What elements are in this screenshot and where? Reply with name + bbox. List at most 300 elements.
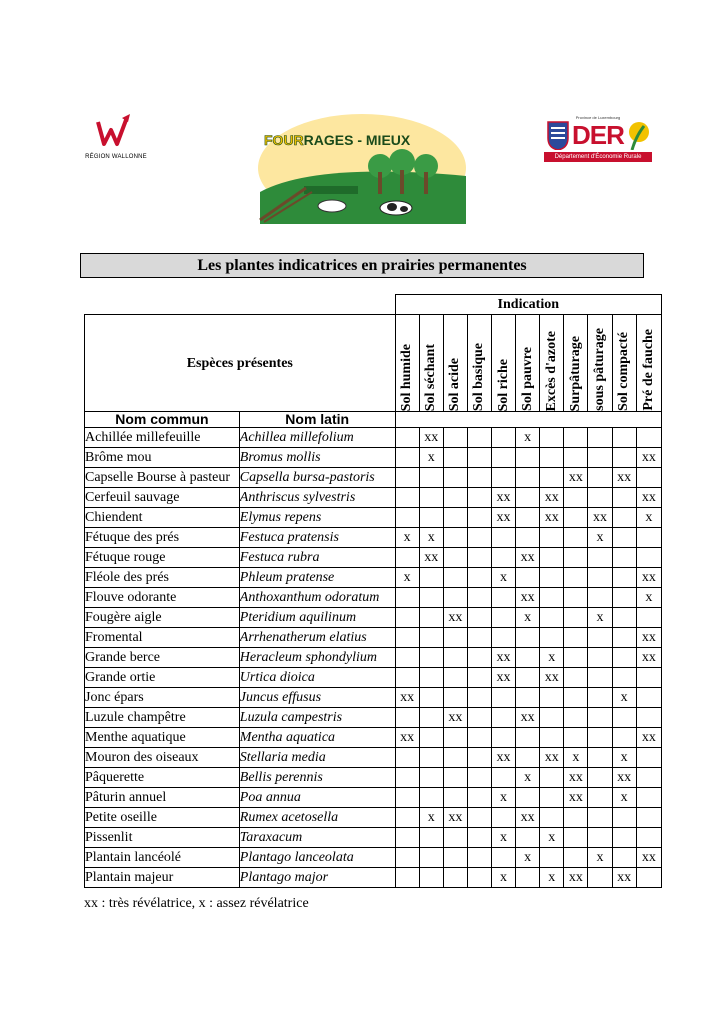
table-row xyxy=(85,688,662,708)
indication-value-cell xyxy=(516,468,540,488)
indication-value-cell xyxy=(588,588,612,608)
indication-value-cell xyxy=(395,708,419,728)
indication-value-cell: xx xyxy=(395,688,419,708)
der-subtitle: Département d'Économie Rurale xyxy=(544,152,652,162)
indication-value-cell: x xyxy=(636,588,661,608)
indication-value-cell xyxy=(588,468,612,488)
indication-value-cell: x xyxy=(395,568,419,588)
table-row xyxy=(85,508,662,528)
indication-value-cell xyxy=(395,788,419,808)
latin-name-cell: Plantago lanceolata xyxy=(239,848,395,868)
indication-value-cell: xx xyxy=(443,808,467,828)
indication-value-cell xyxy=(467,768,491,788)
indication-value-cell xyxy=(467,568,491,588)
indication-value-cell xyxy=(564,628,588,648)
common-name-cell: Pissenlit xyxy=(85,828,240,848)
indication-value-cell xyxy=(540,728,564,748)
indication-value-cell xyxy=(636,868,661,888)
indication-value-cell xyxy=(395,488,419,508)
table-row xyxy=(85,708,662,728)
indication-value-cell xyxy=(443,448,467,468)
indication-value-cell xyxy=(395,868,419,888)
indication-value-cell xyxy=(467,848,491,868)
indication-value-cell xyxy=(564,688,588,708)
indication-value-cell xyxy=(467,608,491,628)
indication-value-cell xyxy=(443,668,467,688)
indication-value-cell xyxy=(564,608,588,628)
indication-value-cell xyxy=(419,708,443,728)
indication-column-header xyxy=(419,315,443,412)
indication-value-cell: xx xyxy=(492,648,516,668)
indication-value-cell xyxy=(443,548,467,568)
common-name-cell: Plantain lancéolé xyxy=(85,848,240,868)
latin-name-cell: Pteridium aquilinum xyxy=(239,608,395,628)
indication-value-cell: x xyxy=(540,828,564,848)
indication-value-cell xyxy=(492,448,516,468)
indication-value-cell: xx xyxy=(612,768,636,788)
indication-value-cell xyxy=(467,728,491,748)
indication-value-cell xyxy=(467,468,491,488)
indication-value-cell xyxy=(467,868,491,888)
indication-value-cell: xx xyxy=(636,488,661,508)
indication-value-cell: xx xyxy=(540,668,564,688)
indication-value-cell xyxy=(467,508,491,528)
indication-value-cell xyxy=(564,528,588,548)
indication-value-cell xyxy=(636,748,661,768)
indication-value-cell xyxy=(492,468,516,488)
indication-value-cell xyxy=(636,828,661,848)
table-row xyxy=(85,728,662,748)
indication-label: Sol séchant xyxy=(423,343,439,411)
indication-value-cell xyxy=(612,668,636,688)
common-name-cell: Menthe aquatique xyxy=(85,728,240,748)
latin-name-cell: Phleum pratense xyxy=(239,568,395,588)
latin-name-cell: Juncus effusus xyxy=(239,688,395,708)
der-tagline: Province de Luxembourg xyxy=(575,115,621,120)
common-name-cell: Luzule champêtre xyxy=(85,708,240,728)
indication-value-cell xyxy=(443,768,467,788)
indication-value-cell xyxy=(612,808,636,828)
latin-name-cell: Stellaria media xyxy=(239,748,395,768)
indication-value-cell xyxy=(588,728,612,748)
indication-value-cell xyxy=(467,688,491,708)
indication-value-cell xyxy=(612,508,636,528)
indication-value-cell xyxy=(540,788,564,808)
legend-footnote: xx : très révélatrice, x : assez révélatrice xyxy=(84,896,309,911)
indication-value-cell xyxy=(540,568,564,588)
indication-value-cell xyxy=(564,708,588,728)
indication-value-cell xyxy=(492,808,516,828)
common-name-cell: Fétuque des prés xyxy=(85,528,240,548)
table-row xyxy=(85,608,662,628)
indication-value-cell xyxy=(588,488,612,508)
indication-value-cell xyxy=(395,628,419,648)
indication-value-cell xyxy=(564,488,588,508)
indication-value-cell xyxy=(564,648,588,668)
latin-name-cell: Taraxacum xyxy=(239,828,395,848)
indication-value-cell: xx xyxy=(636,728,661,748)
table-row xyxy=(85,848,662,868)
indication-value-cell xyxy=(395,768,419,788)
indication-value-cell xyxy=(419,588,443,608)
indication-value-cell xyxy=(516,728,540,748)
latin-name-cell: Mentha aquatica xyxy=(239,728,395,748)
indication-value-cell: xx xyxy=(636,648,661,668)
indication-value-cell xyxy=(492,628,516,648)
indication-column-header xyxy=(540,315,564,412)
der-name: DER xyxy=(572,120,624,150)
indication-value-cell xyxy=(540,528,564,548)
indicator-table xyxy=(84,294,662,888)
indication-value-cell xyxy=(467,808,491,828)
table-row xyxy=(85,528,662,548)
farm-scene-icon xyxy=(256,112,468,224)
indication-value-cell xyxy=(588,668,612,688)
indication-value-cell xyxy=(612,848,636,868)
indication-value-cell xyxy=(588,688,612,708)
indication-value-cell xyxy=(395,468,419,488)
indication-value-cell xyxy=(540,448,564,468)
indication-value-cell: x xyxy=(492,828,516,848)
indication-value-cell xyxy=(612,488,636,508)
indication-value-cell xyxy=(395,588,419,608)
indication-value-cell: xx xyxy=(564,468,588,488)
indication-value-cell: xx xyxy=(588,508,612,528)
indication-value-cell xyxy=(540,548,564,568)
indication-value-cell xyxy=(419,668,443,688)
latin-name-cell: Poa annua xyxy=(239,788,395,808)
indication-value-cell xyxy=(588,828,612,848)
indication-value-cell: xx xyxy=(492,488,516,508)
indication-value-cell: x xyxy=(564,748,588,768)
indication-value-cell xyxy=(443,848,467,868)
common-name-cell: Jonc épars xyxy=(85,688,240,708)
indication-value-cell xyxy=(467,588,491,608)
indication-value-cell xyxy=(492,548,516,568)
indication-value-cell xyxy=(516,508,540,528)
common-name-cell: Petite oseille xyxy=(85,808,240,828)
indication-value-cell: xx xyxy=(636,628,661,648)
indication-label: Sol basique xyxy=(471,342,487,411)
indication-column-header xyxy=(564,315,588,412)
indication-value-cell: x xyxy=(492,788,516,808)
indication-value-cell xyxy=(636,788,661,808)
indication-value-cell xyxy=(467,428,491,448)
indication-label: Excès d'azote xyxy=(543,330,559,411)
common-name-cell: Fléole des prés xyxy=(85,568,240,588)
indication-value-cell xyxy=(516,648,540,668)
indication-value-cell: xx xyxy=(540,508,564,528)
indication-value-cell xyxy=(588,748,612,768)
indication-value-cell xyxy=(612,428,636,448)
indication-value-cell xyxy=(540,628,564,648)
indication-column-header xyxy=(612,315,636,412)
indication-value-cell: x xyxy=(588,608,612,628)
indication-value-cell xyxy=(588,548,612,568)
common-name-cell: Capselle Bourse à pasteur xyxy=(85,468,240,488)
indication-value-cell: x xyxy=(419,808,443,828)
indication-value-cell xyxy=(564,428,588,448)
rooster-icon xyxy=(84,112,148,154)
indication-value-cell xyxy=(419,468,443,488)
indication-label: Sol riche xyxy=(495,358,511,411)
indication-value-cell xyxy=(467,448,491,468)
indication-value-cell xyxy=(516,868,540,888)
indication-value-cell: x xyxy=(588,848,612,868)
indication-value-cell xyxy=(419,728,443,748)
common-name-cell: Fromental xyxy=(85,628,240,648)
indication-value-cell xyxy=(419,848,443,868)
indication-value-cell xyxy=(516,828,540,848)
indication-value-cell xyxy=(443,468,467,488)
indication-value-cell xyxy=(419,628,443,648)
indication-column-header xyxy=(636,315,661,412)
table-row xyxy=(85,788,662,808)
indication-value-cell: xx xyxy=(516,708,540,728)
common-name-cell: Mouron des oiseaux xyxy=(85,748,240,768)
indication-value-cell xyxy=(636,768,661,788)
indication-value-cell xyxy=(540,588,564,608)
indication-value-cell xyxy=(467,708,491,728)
table-row xyxy=(85,448,662,468)
indication-value-cell xyxy=(564,828,588,848)
indication-value-cell xyxy=(564,808,588,828)
common-name-cell: Flouve odorante xyxy=(85,588,240,608)
indication-value-cell xyxy=(636,468,661,488)
indication-value-cell xyxy=(588,788,612,808)
indication-value-cell xyxy=(540,768,564,788)
indication-value-cell: xx xyxy=(516,588,540,608)
table-row xyxy=(85,468,662,488)
indication-value-cell xyxy=(612,708,636,728)
indication-value-cell xyxy=(588,868,612,888)
indication-value-cell xyxy=(492,708,516,728)
indication-value-cell xyxy=(467,528,491,548)
latin-name-cell: Heracleum sphondylium xyxy=(239,648,395,668)
table-row xyxy=(85,748,662,768)
indication-value-cell xyxy=(443,568,467,588)
table-row xyxy=(85,568,662,588)
indication-value-cell xyxy=(492,728,516,748)
indication-value-cell: xx xyxy=(540,748,564,768)
common-name-cell: Grande berce xyxy=(85,648,240,668)
indication-value-cell xyxy=(564,568,588,588)
indication-value-cell: xx xyxy=(395,728,419,748)
indication-value-cell xyxy=(540,848,564,868)
indication-value-cell: x xyxy=(612,788,636,808)
common-name-cell: Fétuque rouge xyxy=(85,548,240,568)
fourrages-mieux-logo xyxy=(256,112,468,224)
indication-label: Pré de fauche xyxy=(640,329,656,411)
indication-label: Surpâturage xyxy=(567,335,583,411)
region-wallonne-logo xyxy=(84,112,148,168)
common-name-cell: Cerfeuil sauvage xyxy=(85,488,240,508)
indication-value-cell xyxy=(516,488,540,508)
indication-value-cell xyxy=(564,728,588,748)
indication-value-cell xyxy=(395,748,419,768)
indication-value-cell xyxy=(443,628,467,648)
species-header: Espèces présentes xyxy=(85,315,396,412)
table-row xyxy=(85,548,662,568)
indication-value-cell xyxy=(443,488,467,508)
indication-value-cell xyxy=(467,788,491,808)
indication-value-cell xyxy=(467,668,491,688)
indication-value-cell xyxy=(419,688,443,708)
latin-name-cell: Arrhenatherum elatius xyxy=(239,628,395,648)
common-name-cell: Plantain majeur xyxy=(85,868,240,888)
indication-value-cell: xx xyxy=(492,748,516,768)
indication-value-cell: xx xyxy=(443,708,467,728)
indication-value-cell xyxy=(612,828,636,848)
column-header-common: Nom commun xyxy=(85,412,240,428)
indication-value-cell xyxy=(564,668,588,688)
indication-value-cell: xx xyxy=(636,448,661,468)
indication-value-cell xyxy=(395,428,419,448)
indication-value-cell xyxy=(516,688,540,708)
common-name-cell: Pâturin annuel xyxy=(85,788,240,808)
indication-column-header xyxy=(467,315,491,412)
table-row xyxy=(85,488,662,508)
fourrages-wordmark: FOURRAGES - MIEUX xyxy=(264,132,411,148)
indication-value-cell xyxy=(395,548,419,568)
common-name-cell: Brôme mou xyxy=(85,448,240,468)
indication-value-cell: xx xyxy=(492,668,516,688)
common-name-cell: Grande ortie xyxy=(85,668,240,688)
indication-value-cell xyxy=(443,648,467,668)
indication-value-cell xyxy=(395,848,419,868)
indication-value-cell xyxy=(492,528,516,548)
indication-value-cell xyxy=(443,788,467,808)
indication-value-cell xyxy=(588,768,612,788)
indication-value-cell xyxy=(395,608,419,628)
latin-name-cell: Rumex acetosella xyxy=(239,808,395,828)
indication-value-cell: xx xyxy=(564,768,588,788)
indication-value-cell xyxy=(564,508,588,528)
indication-value-cell: x xyxy=(612,688,636,708)
indication-value-cell xyxy=(612,448,636,468)
indication-value-cell xyxy=(636,668,661,688)
indication-value-cell xyxy=(492,768,516,788)
indication-value-cell xyxy=(516,628,540,648)
latin-name-cell: Urtica dioica xyxy=(239,668,395,688)
indication-value-cell xyxy=(395,508,419,528)
indication-value-cell xyxy=(612,628,636,648)
indication-value-cell xyxy=(564,588,588,608)
table-row xyxy=(85,668,662,688)
indication-value-cell xyxy=(540,708,564,728)
indication-label: Sol compacté xyxy=(616,332,632,411)
indication-value-cell: x xyxy=(540,648,564,668)
table-row xyxy=(85,648,662,668)
indication-value-cell: x xyxy=(540,868,564,888)
der-logo xyxy=(544,112,652,162)
indication-value-cell xyxy=(492,588,516,608)
indication-value-cell xyxy=(419,648,443,668)
indication-value-cell xyxy=(636,548,661,568)
indication-value-cell xyxy=(443,748,467,768)
indication-value-cell: x xyxy=(516,428,540,448)
table-row xyxy=(85,428,662,448)
indication-value-cell xyxy=(564,848,588,868)
common-name-cell: Achillée millefeuille xyxy=(85,428,240,448)
indication-value-cell xyxy=(443,428,467,448)
indication-value-cell xyxy=(612,568,636,588)
indication-value-cell: xx xyxy=(492,508,516,528)
table-row xyxy=(85,628,662,648)
indication-value-cell: x xyxy=(492,868,516,888)
indication-value-cell xyxy=(492,848,516,868)
latin-name-cell: Festuca pratensis xyxy=(239,528,395,548)
indication-column-header xyxy=(492,315,516,412)
indication-value-cell xyxy=(516,448,540,468)
indication-value-cell xyxy=(467,488,491,508)
indication-value-cell xyxy=(612,588,636,608)
table-row xyxy=(85,808,662,828)
indication-value-cell xyxy=(419,488,443,508)
indication-value-cell xyxy=(492,688,516,708)
indication-value-cell: xx xyxy=(636,568,661,588)
indication-value-cell xyxy=(467,548,491,568)
table-row xyxy=(85,828,662,848)
column-header-latin: Nom latin xyxy=(239,412,395,428)
indication-value-cell xyxy=(443,528,467,548)
indication-value-cell xyxy=(636,708,661,728)
indication-value-cell xyxy=(516,568,540,588)
wallonne-caption: RÉGION WALLONNE xyxy=(85,154,147,160)
latin-name-cell: Anthriscus sylvestris xyxy=(239,488,395,508)
indication-value-cell xyxy=(540,688,564,708)
indication-value-cell xyxy=(564,548,588,568)
indication-value-cell: xx xyxy=(540,488,564,508)
indication-value-cell: xx xyxy=(516,808,540,828)
wheat-sun-icon xyxy=(626,120,652,150)
indication-value-cell xyxy=(467,628,491,648)
indication-value-cell xyxy=(516,668,540,688)
coat-of-arms-icon xyxy=(546,120,570,150)
indication-value-cell xyxy=(588,808,612,828)
indication-label: Sol pauvre xyxy=(519,347,535,411)
indication-column-header xyxy=(443,315,467,412)
table-row xyxy=(85,588,662,608)
indication-value-cell: x xyxy=(612,748,636,768)
indication-value-cell xyxy=(467,828,491,848)
indication-value-cell xyxy=(467,648,491,668)
indication-value-cell xyxy=(443,828,467,848)
indication-value-cell: x xyxy=(395,528,419,548)
indication-value-cell xyxy=(419,608,443,628)
indication-value-cell xyxy=(516,788,540,808)
page-title: Les plantes indicatrices en prairies permanentes xyxy=(80,253,644,278)
latin-name-cell: Festuca rubra xyxy=(239,548,395,568)
indication-value-cell xyxy=(395,448,419,468)
indication-value-cell xyxy=(443,508,467,528)
indication-value-cell xyxy=(636,688,661,708)
indication-value-cell xyxy=(540,608,564,628)
indication-value-cell xyxy=(419,788,443,808)
indication-value-cell xyxy=(588,568,612,588)
indication-value-cell: xx xyxy=(564,868,588,888)
latin-name-cell: Bromus mollis xyxy=(239,448,395,468)
indication-value-cell: xx xyxy=(443,608,467,628)
common-name-cell: Pâquerette xyxy=(85,768,240,788)
indication-value-cell xyxy=(419,828,443,848)
indication-value-cell: xx xyxy=(419,548,443,568)
indication-value-cell xyxy=(395,668,419,688)
indication-value-cell: x xyxy=(419,528,443,548)
indication-value-cell xyxy=(467,748,491,768)
indication-value-cell: x xyxy=(516,848,540,868)
indication-value-cell xyxy=(588,428,612,448)
